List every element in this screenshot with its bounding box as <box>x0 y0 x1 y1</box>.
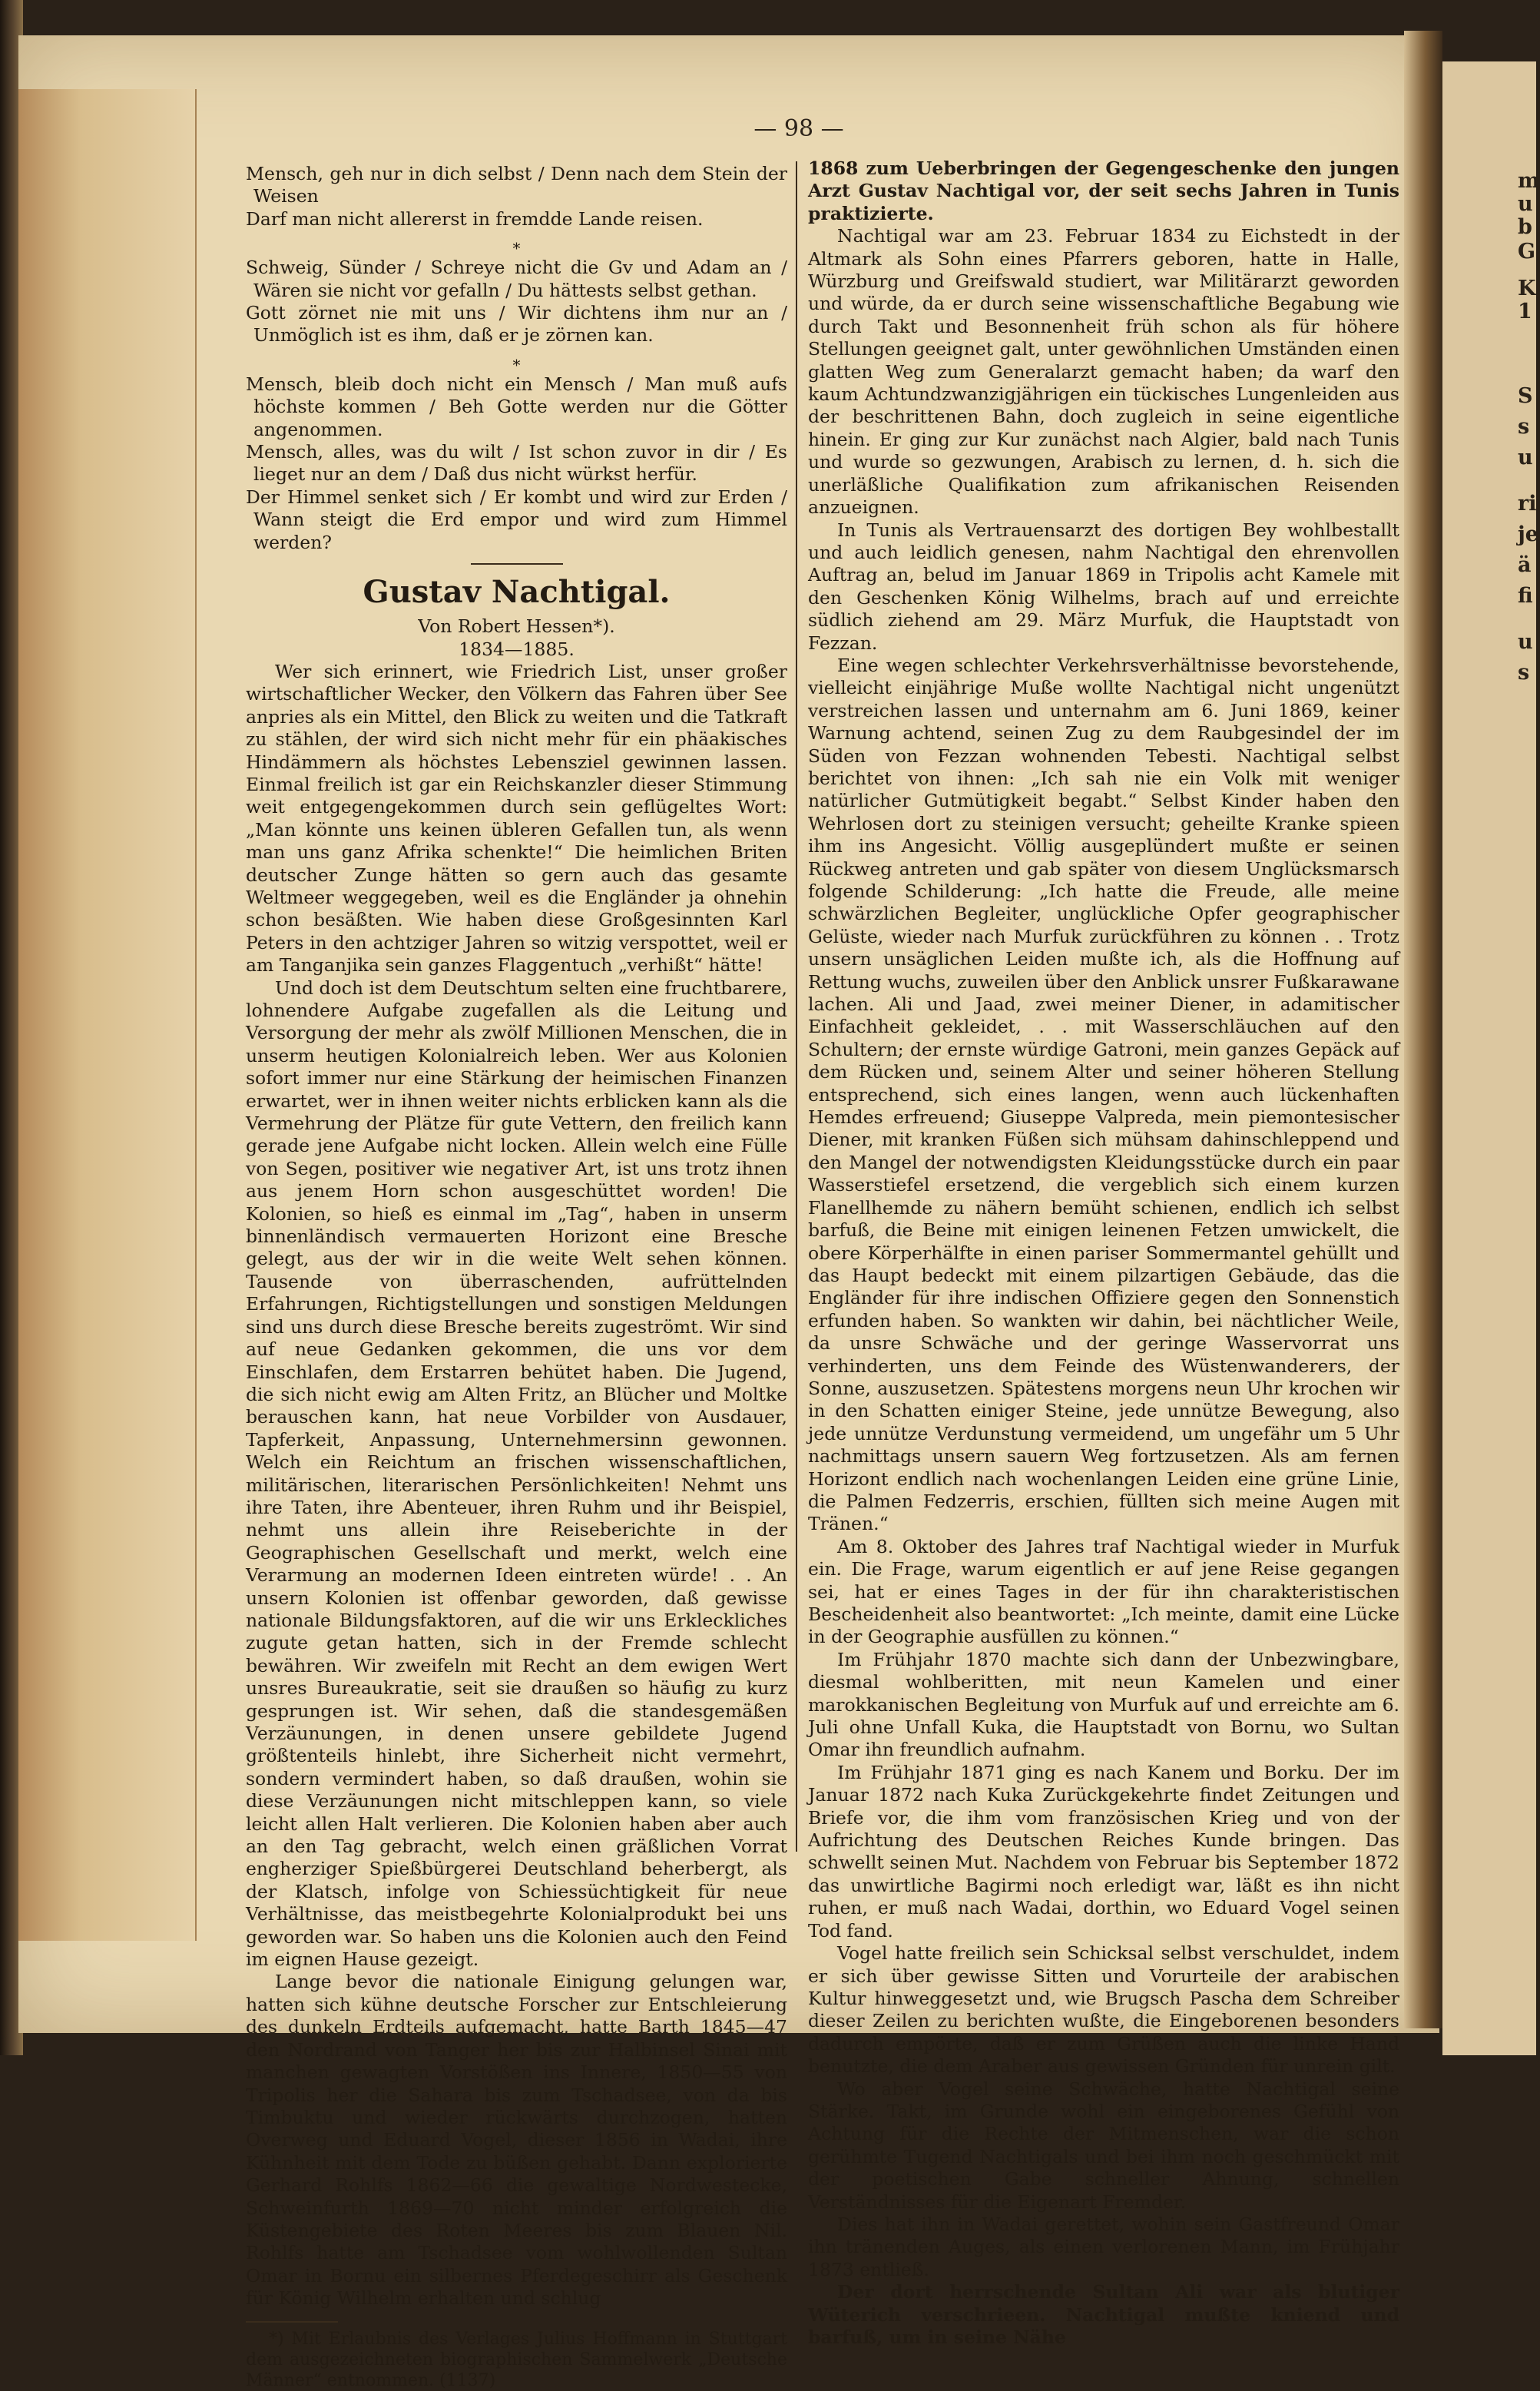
page-number: — 98 — <box>753 115 844 142</box>
body-paragraph: Lange bevor die nationale Einigung gelungen war, hatten sich kühne deutsche Forscher zur Entschleierung des dunkeln Erdteils aufgemacht, hatte Barth 1845—47 den Nordrand von Tanger her bis zur Halbinsel Sinai mit manchen gewagten Vorstößen ins Innere, 1850—55 von Tripolis her die Sahara bis zum Tschadsee, von da bis Timbuktu und wieder rückwärts durchzogen, hatten Overweg und Eduard Vogel, dieser 1856 in Wadai, ihre Kühnheit mit dem Tode zu büßen gehabt. Dann explorierte Gerhard Rohlfs 1862—66 die gewaltige Nordwestecke, Schweinfurth 1869—70 nicht minder erfolgreich die Küstengebiete des Roten Meeres bis zum Blauen Nil. Rohlfs hatte am Tschadsee vom wohlwollenden Sultan Omar in Bornu ein silbernes Pferdegeschirr als Geschenk für König Wilhelm erhalten und schlug <box>246 1971 787 2310</box>
body-paragraph: Der dort herrschende Sultan Ali war als blutiger Wüterich verschrieen. Nachtigal mußte kniend und barfuß, um in seine Nähe <box>808 2281 1399 2348</box>
next-page-text-fragment: je <box>1518 522 1538 546</box>
next-page-text-fragment: u <box>1518 192 1533 216</box>
next-page-text-fragment: u <box>1518 446 1533 469</box>
right-column <box>808 158 1399 2349</box>
poem-star-separator: * <box>512 355 521 374</box>
next-page-text-fragment: s <box>1518 661 1530 685</box>
body-paragraph: Am 8. Oktober des Jahres traf Nachtigal wieder in Murfuk ein. Die Frage, warum eigentlich er auf jene Reise gegangen sei, hat er eines Tages in der für ihn charakteristischen Bescheidenheit also beantwortet: „Ich meinte, damit eine Lücke in der Geographie ausfüllen zu können.“ <box>808 1535 1399 1648</box>
next-page-text-fragment: K <box>1518 277 1536 300</box>
next-page-text-fragment: ri <box>1518 492 1537 516</box>
next-page-text-fragment: ä <box>1518 553 1532 577</box>
poem-stanza <box>246 163 787 230</box>
poem <box>246 163 787 554</box>
left-column <box>246 163 787 2391</box>
column-divider <box>796 161 797 1852</box>
poem-line: Mensch, bleib doch nicht ein Mensch / Man muß aufs höchste kommen / Beh Gotte werden nur die Götter angenommen. <box>246 373 787 440</box>
body-paragraph: In Tunis als Vertrauensarzt des dortigen Bey wohlbestallt und auch leidlich genesen, nahm Nachtigal den ehrenvollen Auftrag an, belud im Januar 1869 in Tripolis acht Kamele mit den Geschenken König Wilhelms, brach auf und erreichte südlich ziehend am 29. März Murfuk, die Hauptstadt von Fezzan. <box>808 519 1399 654</box>
book-gutter <box>1404 31 1442 2028</box>
article-title: Gustav Nachtigal. <box>363 574 671 611</box>
poem-line: Mensch, alles, was du wilt / Ist schon zuvor in dir / Es lieget nur an dem / Daß dus nicht würkst herfür. <box>246 441 787 486</box>
body-paragraph: Dies hat ihn in Wadai gerettet, wohin sein Gastfreund Omar ihn tränenden Auges, als einen verlorenen Mann, im Frühjahr 1873 entließ. <box>808 2213 1399 2280</box>
poem-stanza <box>246 257 787 347</box>
article-years: 1834—1885. <box>459 638 575 660</box>
footnote: *) Mit Erlaubnis des Verlages Julius Hoffmann in Stuttgart dem ausgezeichneten biographischen Sammelwerk „Deutsche Männer“ entnommen. (1137) <box>246 2329 787 2390</box>
poem-star-separator: * <box>512 239 521 258</box>
next-page-edge <box>1442 61 1540 2055</box>
body-paragraph: Nachtigal war am 23. Februar 1834 zu Eichstedt in der Altmark als Sohn eines Pfarrers geboren, hatte in Halle, Würzburg und Greifswald studiert, war Militärarzt geworden und würde, da er durch seine wissenschaftliche Begabung wie durch Takt und Besonnenheit früh schon als für höhere Stellungen geeignet galt, unter gewöhnlichen Umständen einen glatten Weg zum Generalarzt gemacht haben; da warf den kaum Achtundzwanzigjährigen ein tückisches Lungenleiden aus der beschrittenen Bahn, doch zugleich in seine eigentliche hinein. Er ging zur Kur zunächst nach Algier, bald nach Tunis und wurde so gezwungen, Arabisch zu lernen, d. h. sich die unerläßliche Qualifikation zum afrikanischen Reisenden anzueignen. <box>808 225 1399 519</box>
body-paragraph: Im Frühjahr 1871 ging es nach Kanem und Borku. Der im Januar 1872 nach Kuka Zurückgekehrte findet Zeitungen und Briefe vor, die ihm vom französischen Krieg und von der Aufrichtung des Deutschen Reiches Kunde bringen. Das schwellt seinen Mut. Nachdem von Februar bis September 1872 das unwirtliche Bagirmi noch erledigt war, läßt es ihn nicht ruhen, er muß nach Wadai, dorthin, wo Eduard Vogel seinen Tod fand. <box>808 1761 1399 1942</box>
body-paragraph: Wo aber Vogel seine Schwäche, hatte Nachtigal seine Stärke. Takt, im Grunde wohl ein eingeborenes Gefühl von Achtung für die Rechte der Mitmenschen, war die schon gerühmte Tugend Nachtigals und bei ihm noch geschmückt mit der poetischen Gabe schneller Ahnung, schnellen Verständnisses für die Eigenart Fremder. <box>808 2078 1399 2213</box>
body-paragraph: Eine wegen schlechter Verkehrsverhältnisse bevorstehende, vielleicht einjährige Muße wollte Nachtigal nicht ungenützt verstreichen lassen und unternahm am 6. Juni 1869, keiner Warnung achtend, seinen Zug zu dem Raubgesindel der im Süden von Fezzan wohnenden Tebesti. Nachtigal selbst berichtet von ihnen: „Ich sah nie ein Volk mit weniger natürlicher Gutmütigkeit begabt.“ Selbst Kinder haben den Wehrlosen dort zu steinigen versucht; geheilte Kranke spieen ihm ins Angesicht. Völlig ausgeplündert mußte er seinen Rückweg antreten und gab später von diesem Unglücksmarsch folgende Schilderung: „Ich hatte die Freude, alle meine schwärzlichen Begleiter, unglückliche Opfer geographischer Gelüste, wieder nach Murfuk zurückführen zu können . . Trotz unsern unsäglichen Leiden mußte ich, als die Hoffnung auf Rettung wuchs, zuweilen über den Anblick unsrer Fußkarawane lachen. Ali und Jaad, zwei meiner Diener, in adamitischer Einfachheit gekleidet, . . mit Wasserschläuchen auf den Schultern; der ernste würdige Gatroni, mein ganzes Gepäck auf dem Rücken und, seinem Alter und seiner höheren Stellung entsprechend, sich eines langen, wenn auch lückenhaften Hemdes erfreuend; Giuseppe Valpreda, mein piemontesischer Diener, mit kranken Füßen sich mühsam dahinschleppend und den Mangel der notwendigsten Kleidungsstücke durch ein paar Wasserstiefel ersetzend, die vergeblich sich einem kurzen Flanellhemde zu nähern bemüht schienen, endlich ich selbst barfuß, die Beine mit einigen leinenen Fetzen umwickelt, die obere Körperhälfte in einen pariser Sommermantel gehüllt und das Haupt bedeckt mit einem pilzartigen Gebäude, das die Engländer für ihre indischen Offiziere gegen den Sonnenstich erfunden haben. So wankten wir dahin, bei nächtlicher Weile, da unsre Schwäche und der geringe Wasservorrat uns verhinderten, uns dem Feinde des Wüstenwanderers, der Sonne, auszusetzen. Spätestens morgens neun Uhr krochen wir in den Schatten einiger Steine, jede unnütze Bewegung, also jede unnütze Verdunstung vermeidend, um ungefähr um 5 Uhr nachmittags unsern sauern Weg fortzusetzen. Als am fernen Horizont endlich nach wochenlangen Leiden eine grüne Linie, die Palmen Fedzerris, erschien, füllten sich meine Augen mit Tränen.“ <box>808 654 1399 1535</box>
next-page-text-fragment: b <box>1518 215 1532 239</box>
footnote-divider <box>246 2321 338 2323</box>
next-page-text-fragment: 1 <box>1518 300 1532 323</box>
poem-line: Mensch, geh nur in dich selbst / Denn nach dem Stein der Weisen <box>246 163 787 207</box>
body-paragraph: Und doch ist dem Deutschtum selten eine fruchtbarere, lohnendere Aufgabe zugefallen als die Leitung und Versorgung der mehr als zwölf Millionen Menschen, die in unserm heutigen Kolonialreich leben. Wer aus Kolonien sofort immer nur eine Stärkung der heimischen Finanzen erwartet, wer in ihnen weiter nichts erblicken kann als die Vermehrung der Plätze für gute Vettern, den freilich kann gerade jene Aufgabe nicht locken. Allein welch eine Fülle von Segen, positiver wie negativer Art, ist uns trotz ihnen aus jenem Horn schon ausgeschüttet worden! Die Kolonien, so hieß es einmal im „Tag“, haben in unserm binnenländisch vermauerten Horizont eine Bresche gelegt, aus der wir in die weite Welt sehen können. Tausende von überraschenden, aufrüttelnden Erfahrungen, Richtigstellungen und sonstigen Meldungen sind uns durch diese Bresche bereits zugeströmt. Wir sind auf neue Gedanken gekommen, die uns vor dem Einschlafen, dem Erstarren behütet haben. Die Jugend, die sich nicht ewig am Alten Fritz, an Blücher und Moltke berauschen kann, hat neue Vorbilder von Ausdauer, Tapferkeit, Anpassung, Unternehmersinn gewonnen. Welch ein Reichtum an frischen wissenschaftlichen, militärischen, literarischen Persönlichkeiten! Nehmt uns ihre Taten, ihre Abenteuer, ihren Ruhm und ihr Beispiel, nehmt uns allein ihre Reiseberichte in der Geographischen Gesellschaft und merkt, welch eine Verarmung an modernen Ideen eintreten würde! . . An unsern Kolonien ist offenbar geworden, daß gewisse nationale Bildungsfaktoren, auf die wir uns Erkleckliches zugute getan hatten, sich in der Fremde schlecht bewähren. Wir zweifeln mit Recht an dem ewigen Wert unsres Bureaukratie, seit sie draußen so häufig zu kurz gesprungen ist. Wir sehen, daß die standesgemäßen Verzäunungen, in denen unsere gebildete Jugend größtenteils hinlebt, ihre Sicherheit nicht vermehrt, sondern vermindert haben, so daß draußen, wohin sie diese Verzäunungen nicht mitschleppen kann, so viele leicht allen Halt verlieren. Die Kolonien haben aber auch an den Tag gebracht, welch einen gräßlichen Vorrat engherziger Spießbürgerei Deutschland beherbergt, als der Klatsch, infolge von Schiessüchtigkeit für neue Verhältnisse, das meistbegehrte Kolonialprodukt bei uns geworden war. So haben uns die Kolonien auch den Feind im eignen Hause gezeigt. <box>246 977 787 1971</box>
poem-line: Gott zörnet nie mit uns / Wir dichtens ihm nur an / Unmöglich ist es ihm, daß er je zörnen kan. <box>246 302 787 347</box>
next-page-text-fragment: S <box>1518 384 1533 408</box>
next-page-text-fragment: s <box>1518 415 1530 439</box>
poem-line: Der Himmel senket sich / Er kombt und wird zur Erden / Wann steigt die Erd empor und wird zum Himmel werden? <box>246 486 787 553</box>
body-paragraph: Wer sich erinnert, wie Friedrich List, unser großer wirtschaftlicher Wecker, den Völkern das Fahren über See anpries als ein Mittel, den Blick zu weiten und die Tatkraft zu stählen, der wird sich nicht mehr für ein phäakisches Hindämmern als höchstes Lebensziel gewinnen lassen. Einmal freilich ist gar ein Reichskanzler dieser Stimmung weit entgegengekommen durch sein geflügeltes Wort: „Man könnte uns keinen übleren Gefallen tun, als wenn man uns ganz Afrika schenkte!“ Die heimlichen Briten deutscher Zunge hätten so gern auch das gesamte Weltmeer weggegeben, weil es die Engländer ja ohnehin schon besäßten. Wie haben diese Großgesinnten Karl Peters in den achtziger Jahren so witzig verspottet, weil er am Tanganjika sein ganzes Flaggentuch „verhißt“ hätte! <box>246 660 787 977</box>
body-paragraph: 1868 zum Ueberbringen der Gegengeschenke den jungen Arzt Gustav Nachtigal vor, der seit sechs Jahren in Tunis praktizierte. <box>808 158 1399 224</box>
next-page-text-fragment: u <box>1518 630 1533 654</box>
poem-line: Darf man nicht allererst in fremdde Lande reisen. <box>246 207 704 230</box>
previous-page-edge <box>18 89 197 1941</box>
next-page-text-fragment: G <box>1518 240 1536 264</box>
body-paragraph: Im Frühjahr 1870 machte sich dann der Unbezwingbare, diesmal wohlberitten, mit neun Kamelen und einer marokkanischen Begleitung von Murfuk auf und erreichte am 6. Juli ohne Unfall Kuka, die Hauptstadt von Bornu, wo Sultan Omar ihn freundlich aufnahm. <box>808 1648 1399 1761</box>
poem-line: Schweig, Sünder / Schreye nicht die Gv und Adam an / Wären sie nicht vor gefalln / Du hättests selbst gethan. <box>246 257 787 301</box>
next-page-text-fragment: m <box>1518 169 1540 193</box>
next-page-text-fragment: fi <box>1518 584 1533 608</box>
article-byline: Von Robert Hessen*). <box>418 615 615 638</box>
body-paragraph: Vogel hatte freilich sein Schicksal selbst verschuldet, indem er sich über gewisse Sitten und Vorurteile der arabischen Kultur hinweggesetzt und, wie Brugsch Pascha dem Schreiber dieser Zeilen zu berichten wußte, die Eingeborenen besonders dadurch empörte, daß er zum Grüßen auch die linke Hand benutzte, die dem Araber aus gewissen Gründen für unrein gilt. <box>808 1942 1399 2078</box>
section-divider <box>471 563 563 565</box>
poem-stanza <box>246 373 787 554</box>
